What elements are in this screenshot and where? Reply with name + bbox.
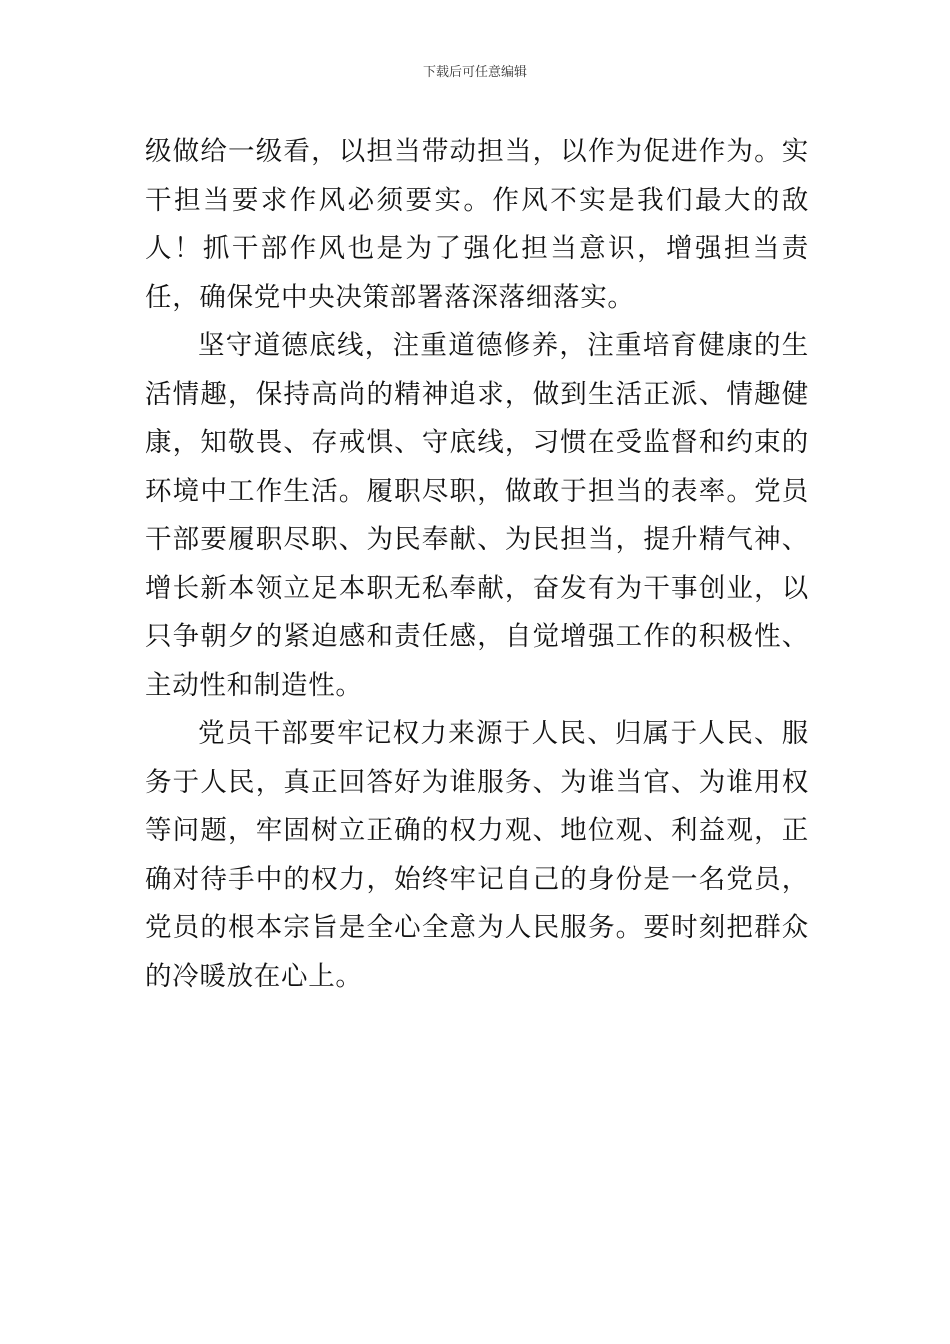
paragraph-3: 党员干部要牢记权力来源于人民、归属于人民、服务于人民，真正回答好为谁服务、为谁当官、为谁用权等问题，牢固树立正确的权力观、地位观、利益观，正确对待手中的权力，始终牢记自己的身份是一名党员，党员的根本宗旨是全心全意为人民服务。要时刻把群众的冷暖放在心上。 (145, 718, 809, 992)
paragraph-2: 坚守道德底线，注重道德修养，注重培育健康的生活情趣，保持高尚的精神追求，做到生活正派、情趣健康，知敬畏、存戒惧、守底线，习惯在受监督和约束的环境中工作生活。履职尽职，做敢于担当的表率。党员干部要履职尽职、为民奉献、为民担当，提升精气神、增长新本领立足本职无私奉献，奋发有为干事创业，以只争朝夕的紧迫感和责任感，自觉增强工作的积极性、主动性和制造性。 (145, 330, 809, 701)
paragraph-1: 级做给一级看，以担当带动担当，以作为促进作为。实干担当要求作风必须要实。作风不实是我们最大的敌人！抓干部作风也是为了强化担当意识，增强担当责任，确保党中央决策部署落深落细落实。 (145, 136, 809, 313)
page-header: 下载后可任意编辑 (422, 65, 527, 80)
document-body (145, 128, 809, 1001)
